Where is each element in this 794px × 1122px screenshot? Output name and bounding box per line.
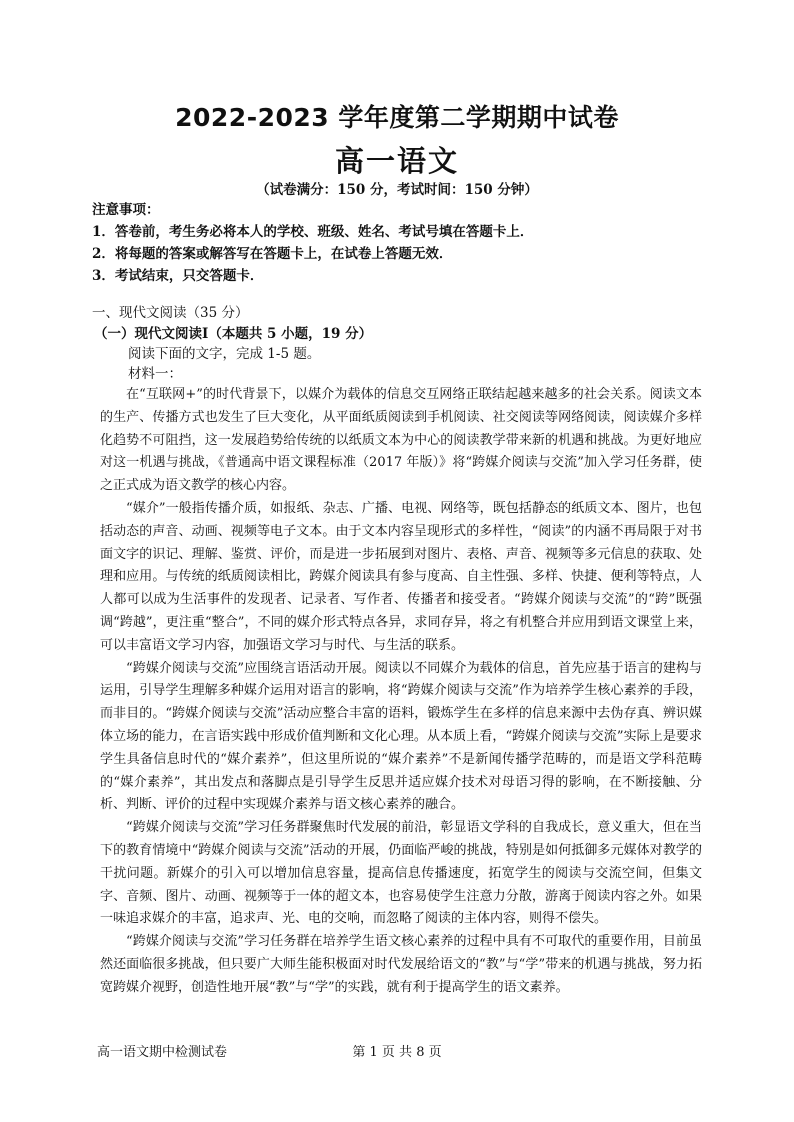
subject-title: 高一语文 bbox=[334, 144, 459, 178]
footer-exam-name: 高一语文期中检测试卷 bbox=[97, 1045, 228, 1060]
notice-item: 2．将每题的答案或解答写在答题卡上，在试卷上答题无效． bbox=[92, 246, 453, 262]
exam-title: 2022-2023 学年度第二学期期中试卷 bbox=[175, 103, 619, 132]
passage-body bbox=[100, 384, 702, 1000]
page-number: 第 1 页 共 8 页 bbox=[352, 1045, 442, 1060]
material-label: 材料一： bbox=[128, 366, 182, 382]
reading-instruction: 阅读下面的文字，完成 1-5 题。 bbox=[128, 346, 321, 362]
passage-paragraph: “跨媒介阅读与交流”应围绕言语活动开展。阅读以不同媒介为载体的信息，首先应基于语言的建构与运用，引导学生理解多种媒介运用对语言的影响，将“跨媒介阅读与交流”作为培养学生核心素养的手段，而非目的。“跨媒介阅读与交流”活动应整合丰富的语料，锻炼学生在多样的信息来源中去伪存真、辨识媒体立场的能力，在言语实践中形成价值判断和文化心理。从本质上看，“跨媒介阅读与交流”实际上是要求学生具备信息时代的“媒介素养”，但这里所说的“媒介素养”不是新闻传播学范畴的，而是语文学科范畴的“媒介素养”，其出发点和落脚点是引导学生反思并适应媒介技术对母语习得的影响，在不断接触、分析、判断、评价的过程中实现媒介素养与语文核心素养的融合。 bbox=[100, 660, 702, 813]
notice-block bbox=[92, 199, 712, 287]
reading-instruction-block bbox=[128, 344, 320, 384]
section-heading: 一、现代文阅读（35 分） bbox=[92, 305, 249, 321]
notice-item: 1．答卷前，考生务必将本人的学校、班级、姓名、考试号填在答题卡上． bbox=[92, 224, 534, 240]
passage-paragraph: “跨媒介阅读与交流”学习任务群聚焦时代发展的前沿，彰显语文学科的自我成长，意义重大，但在当下的教育情境中“跨媒介阅读与交流”活动的开展，仍面临严峻的挑战，特别是如何抵御多元媒体对教学的干扰问题。新媒介的引入可以增加信息容量，提高信息传播速度，拓宽学生的阅读与交流空间，但集文字、音频、图片、动画、视频等于一体的超文本，也容易使学生注意力分散，游离于阅读内容之外。如果一味追求媒介的丰富，追求声、光、电的交响，而忽略了阅读的主体内容，则得不偿失。 bbox=[100, 820, 702, 927]
passage-paragraph: “媒介”一般指传播介质，如报纸、杂志、广播、电视、网络等，既包括静态的纸质文本、图片，也包括动态的声音、动画、视频等电子文本。由于文本内容呈现形式的多样性，“阅读”的内涵不再局限于对书面文字的识记、理解、鉴赏、评价，而是进一步拓展到对图片、表格、声音、视频等多元信息的获取、处理和应用。与传统的纸质阅读相比，跨媒介阅读具有参与度高、自主性强、多样、快捷、便利等特点，人人都可以成为生活事件的发现者、记录者、写作者、传播者和接受者。“跨媒介阅读与交流”的“跨”既强调“跨越”，更注重“整合”，不同的媒介形式特点各异，求同存异，将之有机整合并应用到语文课堂上来，可以丰富语文学习内容，加强语文学习与时代、与生活的联系。 bbox=[100, 500, 702, 653]
notice-heading: 注意事项： bbox=[92, 202, 160, 218]
subsection-heading: （一）现代文阅读Ⅰ（本题共 5 小题，19 分） bbox=[94, 326, 373, 342]
passage-paragraph: “跨媒介阅读与交流”学习任务群在培养学生语文核心素养的过程中具有不可取代的重要作用，目前虽然还面临很多挑战，但只要广大师生能积极面对时代发展给语文的“教”与“学”带来的机遇与挑战，努力拓宽跨媒介视野，创造性地开展“教”与“学”的实践，就有利于提高学生的语文素养。 bbox=[100, 934, 702, 995]
notice-item: 3．考试结束，只交答题卡． bbox=[92, 268, 264, 284]
exam-meta: （试卷满分：150 分，考试时间：150 分钟） bbox=[256, 182, 538, 198]
passage-paragraph: 在“互联网+”的时代背景下，以媒介为载体的信息交互网络正联结起越来越多的社会关系。阅读文本的生产、传播方式也发生了巨大变化，从平面纸质阅读到手机阅读、社交阅读等网络阅读，阅读媒介多样化趋势不可阻挡，这一发展趋势给传统的以纸质文本为中心的阅读教学带来新的机遇和挑战。为更好地应对这一机遇与挑战，《普通高中语文课程标准（2017 年版）》将“跨媒介阅读与交流”加入学习任务群，使之正式成为语文教学的核心内容。 bbox=[100, 387, 702, 494]
